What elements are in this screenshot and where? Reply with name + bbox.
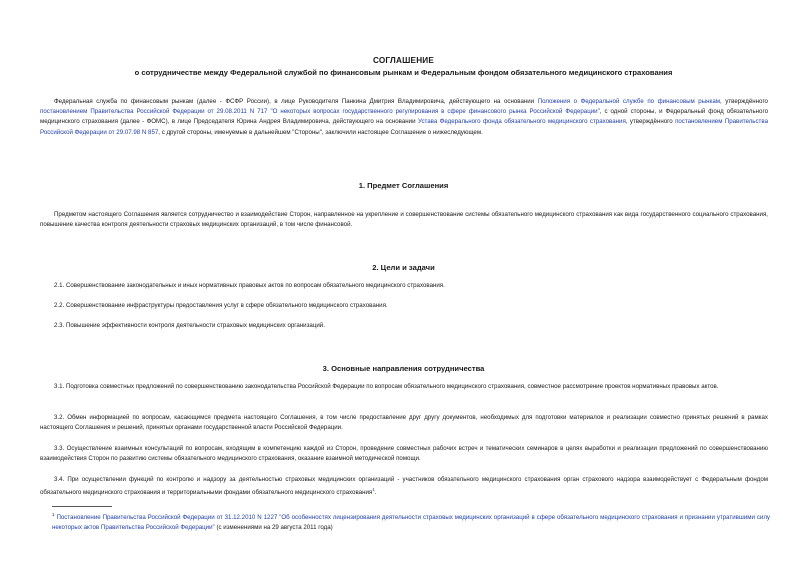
intro-text-4: , утверждённого (625, 118, 676, 126)
section-1-heading: 1. Предмет Соглашения (358, 181, 449, 190)
intro-text-5: , с другой стороны, именуемые в дальнейшем "Стороны", заключили настоящее Соглашение о нижеследующем. (158, 128, 483, 136)
footnote-divider (52, 506, 112, 507)
section-2-item-1: 2.1. Совершенствование законодательных и иных нормативных правовых актов по вопросам обязательного медицинского страхования. (54, 282, 445, 289)
title-block (0, 56, 807, 77)
intro-text-3: , с одной стороны, и Федеральный фонд обязательного медицинского страхования (далее - ФОМС), в лице Председателя Юрина Андрея Владимировича, действующего на основании (40, 108, 768, 126)
section-2-heading: 2. Цели и задачи (372, 263, 435, 272)
link-decree-857[interactable]: постановлением Правительства Российской Федерации от 29.07.98 N 857 (40, 118, 768, 136)
section-3-heading: 3. Основные направления сотрудничества (322, 364, 485, 373)
section-3-item-4-text: 3.4. При осуществлении функций по контролю и надзору за деятельностью страховых медицинских организаций - участников обязательного медицинского страхования орган страхового надзора взаимодействует с Федеральным фондом обязательного медицинского страхования и территориальными фондами обязательного медицинского страхования (40, 476, 768, 497)
footnote-mark: 1 (52, 512, 55, 517)
section-3-item-3: 3.3. Осуществление взаимных консультаций по вопросам, входящим в компетенцию каждой из Сторон, проведение совместных рабочих встреч и тематических семинаров в целях выработки и реализации предложений по совершенствованию взаимодействия Сторон по развитию системы обязательного медицинского страхования, оказание взаимной методической помощи. (40, 445, 768, 463)
section-1-text: Предметом настоящего Соглашения является сотрудничество и взаимодействие Сторон, направленное на укрепление и совершенствование системы обязательного медицинского страхования как вида государственного социального страхования, повышение качества контроля деятельности страховых медицинских организаций, в том числе финансовой. (40, 211, 768, 229)
section-3-item-4-end: . (374, 489, 377, 497)
link-charter-foms[interactable]: Устава Федерального фонда обязательного медицинского страхования (417, 118, 626, 126)
link-decree-717[interactable]: постановлением Правительства Российской Федерации от 29.08.2011 N 717 "О некоторых вопросах государственного регулирования в сфере финансового рынка Российской Федерации" (40, 108, 600, 116)
section-3-item-4 (40, 475, 768, 498)
footnote (52, 510, 770, 533)
footnote-ref[interactable]: 1 (372, 487, 375, 493)
intro-text-2: , утверждённого (719, 98, 768, 105)
section-3-item-1: 3.1. Подготовка совместных предложений по совершенствованию законодательства Российской Федерации по вопросам обязательного медицинского страхования, совместное рассмотрение проектов нормативных правовых актов. (54, 383, 719, 390)
intro-text-1: Федеральная служба по финансовым рынкам (далее - ФСФР России), в лице Руководителя Панкина Дмитрия Владимировича, действующего на основании (54, 98, 538, 105)
document-title: СОГЛАШЕНИЕ (372, 56, 435, 65)
link-decree-1227[interactable]: Постановление Правительства Российской Федерации от 31.12.2010 N 1227 "Об особенностях лицензирования деятельности страховых медицинских организаций в сфере обязательного медицинского страхования и признании утратившими силу некоторых актов Правительства Российской Федерации" (52, 514, 771, 532)
section-2-item-3: 2.3. Повышение эффективности контроля деятельности страховых медицинских организаций. (54, 322, 325, 329)
section-2-item-2: 2.2. Совершенствование инфраструктуры предоставления услуг в сфере обязательного медицинского страхования. (54, 302, 388, 309)
document-subtitle: о сотрудничестве между Федеральной службой по финансовым рынкам и Федеральным фондом обязательного медицинского страхования (134, 68, 673, 77)
intro-paragraph (40, 97, 768, 138)
link-regulation[interactable]: Положения о Федеральной службе по финансовым рынкам (537, 98, 720, 105)
footnote-tail: (с изменениями на 29 августа 2011 года) (214, 524, 333, 532)
section-3-item-2: 3.2. Обмен информацией по вопросам, касающимся предмета настоящего Соглашения, в том числе предоставление друг другу документов, необходимых для подготовки материалов и реализации совместно принятых решений в рамках настоящего Соглашения и решений, принятых органами государственной власти Российской Федерации. (40, 414, 768, 432)
